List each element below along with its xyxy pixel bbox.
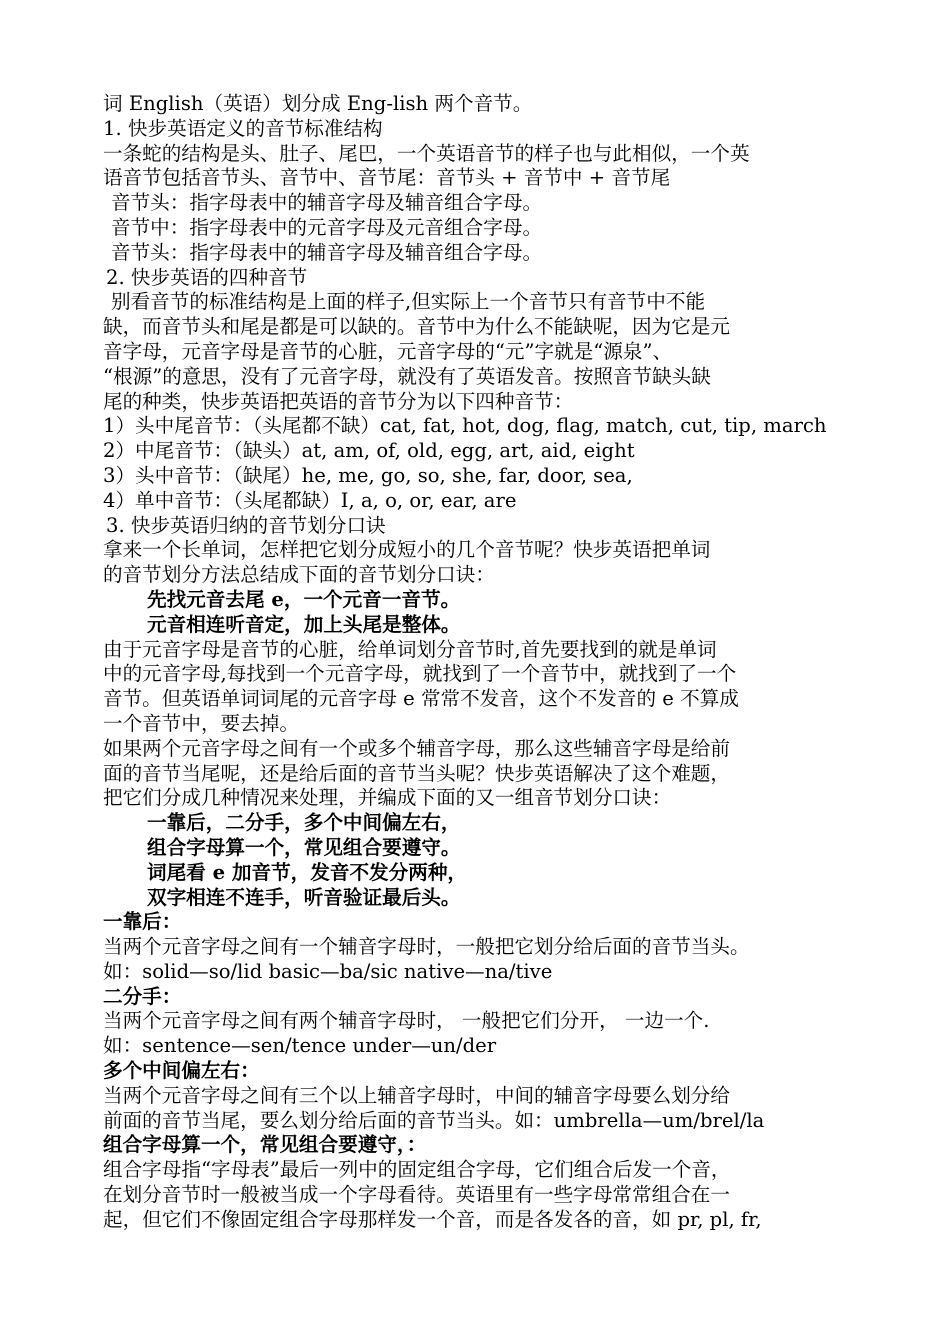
- bold-text-line: 多个中间偏左右：: [103, 1059, 260, 1083]
- text-line: 的音节划分方法总结成下面的音节划分口诀：: [103, 563, 495, 587]
- text-line: 别看音节的标准结构是上面的样子,但实际上一个音节只有音节中不能: [111, 290, 706, 314]
- text-line: 起，但它们不像固定组合字母那样发一个音，而是各发各的音，如 pr, pl, fr,: [103, 1207, 762, 1231]
- bold-text-line: 组合字母算一个，常见组合要遵守。: [147, 835, 461, 859]
- text-line: 前面的音节当尾，要么划分给后面的音节当头。如：umbrella—um/brel/la: [103, 1108, 765, 1132]
- text-line: 2）中尾音节：（缺头）at, am, of, old, egg, art, aid, eight: [103, 439, 635, 463]
- text-line: 音节头：指字母表中的辅音字母及辅音组合字母。: [111, 191, 543, 215]
- text-line: 中的元音字母,每找到一个元音字母，就找到了一个音节中，就找到了一个: [103, 662, 737, 686]
- text-line: 当两个元音字母之间有三个以上辅音字母时，中间的辅音字母要么划分给: [103, 1083, 730, 1107]
- bold-text-line: 二分手：: [103, 984, 182, 1008]
- bold-text-line: 先找元音去尾 e，一个元音一音节。: [147, 587, 461, 611]
- text-line: 把它们分成几种情况来处理，并编成下面的又一组音节划分口诀：: [103, 786, 672, 810]
- text-line: 3. 快步英语归纳的音节划分口诀: [106, 513, 386, 537]
- document-page: [103, 92, 827, 1233]
- text-line: 2. 快步英语的四种音节: [106, 265, 308, 289]
- text-line: 音字母，元音字母是音节的心脏，元音字母的“元”字就是“源泉”、: [103, 339, 673, 363]
- text-line: 在划分音节时一般被当成一个字母看待。英语里有一些字母常常组合在一: [103, 1183, 730, 1207]
- text-line: 4）单中音节：（头尾都缺）I, a, o, or, ear, are: [103, 488, 517, 512]
- bold-text-line: 一靠后：: [103, 910, 182, 934]
- text-line: 音节中：指字母表中的元音字母及元音组合字母。: [111, 215, 543, 239]
- text-line: 1. 快步英语定义的音节标准结构: [103, 116, 383, 140]
- text-line: 3）头中音节：（缺尾）he, me, go, so, she, far, door, sea,: [103, 463, 633, 487]
- text-line: 由于元音字母是音节的心脏，给单词划分音节时,首先要找到的就是单词: [103, 637, 717, 661]
- text-line: 如：solid—so/lid basic—ba/sic native—na/tive: [103, 959, 553, 983]
- text-line: 缺，而音节头和尾是都是可以缺的。音节中为什么不能缺呢，因为它是元: [103, 315, 730, 339]
- text-line: 如果两个元音字母之间有一个或多个辅音字母，那么这些辅音字母是给前: [103, 736, 730, 760]
- text-line: 音节头：指字母表中的辅音字母及辅音组合字母。: [111, 240, 543, 264]
- text-line: 词 English（英语）划分成 Eng-lish 两个音节。: [103, 92, 533, 115]
- text-line: 语音节包括音节头、音节中、音节尾：音节头 + 音节中 + 音节尾: [103, 166, 671, 190]
- text-line: 当两个元音字母之间有一个辅音字母时，一般把它划分给后面的音节当头。: [103, 935, 750, 959]
- text-line: 组合字母指“字母表”最后一列中的固定组合字母，它们组合后发一个音，: [103, 1158, 731, 1182]
- text-line: 拿来一个长单词，怎样把它划分成短小的几个音节呢？快步英语把单词: [103, 538, 711, 562]
- text-line: 面的音节当尾呢，还是给后面的音节当头呢？快步英语解决了这个难题，: [103, 761, 730, 785]
- bold-text-line: 词尾看 e 加音节，发音不发分两种，: [147, 860, 468, 884]
- bold-text-line: 一靠后，二分手，多个中间偏左右，: [147, 811, 461, 835]
- bold-text-line: 组合字母算一个，常见组合要遵守，：: [103, 1133, 427, 1157]
- text-line: 如：sentence—sen/tence under—un/der: [103, 1034, 497, 1058]
- text-line: 尾的种类，快步英语把英语的音节分为以下四种音节：: [103, 389, 574, 413]
- text-line: “根源”的意思，没有了元音字母，就没有了英语发音。按照音节缺头缺: [103, 364, 711, 388]
- text-line: 1）头中尾音节：（头尾都不缺）cat, fat, hot, dog, flag, match, cut, tip, march: [103, 414, 827, 438]
- bold-text-line: 元音相连听音定，加上头尾是整体。: [147, 612, 461, 636]
- text-line: 当两个元音字母之间有两个辅音字母时， 一般把它们分开， 一边一个.: [103, 1009, 710, 1033]
- text-line: 一条蛇的结构是头、肚子、尾巴，一个英语音节的样子也与此相似，一个英: [103, 141, 750, 165]
- text-line: 一个音节中，要去掉。: [103, 711, 299, 735]
- bold-text-line: 双字相连不连手，听音验证最后头。: [147, 885, 461, 909]
- text-line: 音节。但英语单词词尾的元音字母 e 常常不发音，这个不发音的 e 不算成: [103, 687, 739, 711]
